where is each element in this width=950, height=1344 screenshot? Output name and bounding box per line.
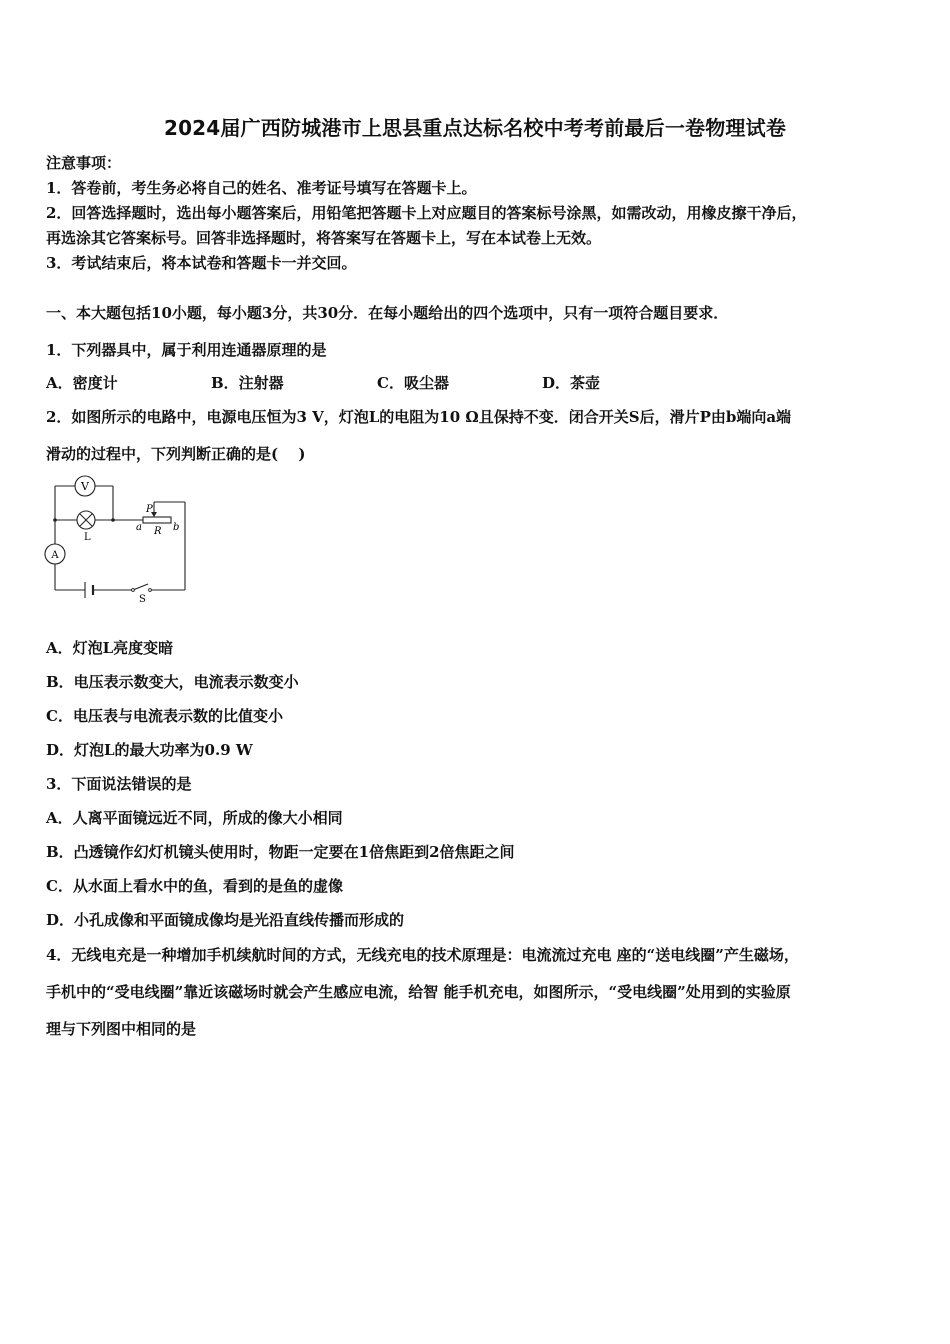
q1-option-c: C．吸尘器 [377, 374, 449, 392]
switch-label: S [139, 594, 146, 605]
section-heading: 一、本大题包括10小题，每小题3分，共30分．在每小题给出的四个选项中，只有一项符合题目要求． [46, 304, 729, 322]
notice-item: 1．答卷前，考生务必将自己的姓名、准考证号填写在答题卡上。 [46, 179, 477, 197]
question-2-stem-line-1: 2．如图所示的电路中，电源电压恒为3 V，灯泡L的电阻为10 Ω且保持不变．闭合开关S后，滑片P由b端向a端 [46, 408, 792, 426]
notice-item: 2．回答选择题时，选出每小题答案后，用铅笔把答题卡上对应题目的答案标号涂黑，如需改动，用橡皮擦干净后， [46, 204, 807, 222]
q2-option-c: C．电压表与电流表示数的比值变小 [46, 707, 283, 725]
question-4-line-1: 4．无线电充是一种增加手机续航时间的方式，无线充电的技术原理是：电流流过充电 座的“送电线圈”产生磁场， [46, 946, 799, 964]
question-4-line-3: 理与下列图中相同的是 [46, 1020, 197, 1038]
q2-option-a: A．灯泡L亮度变暗 [46, 639, 174, 657]
q1-option-b: B．注射器 [211, 374, 284, 392]
question-1-stem: 1．下列器具中，属于利用连通器原理的是 [46, 341, 327, 359]
q2-option-b: B．电压表示数变大，电流表示数变小 [46, 673, 299, 691]
lamp-label: L [84, 532, 91, 543]
page-title: 2024届广西防城港市上思县重点达标名校中考考前最后一卷物理试卷 [163, 116, 787, 140]
svg-text:V: V [81, 480, 89, 493]
q2-option-d: D．灯泡L的最大功率为0.9 W [46, 741, 253, 759]
q3-option-a: A．人离平面镜远近不同，所成的像大小相同 [46, 809, 343, 827]
q1-option-d: D．茶壶 [542, 374, 601, 392]
notice-item: 再选涂其它答案标号。回答非选择题时，将答案写在答题卡上，写在本试卷上无效。 [46, 229, 602, 247]
q3-option-b: B．凸透镜作幻灯机镜头使用时，物距一定要在1倍焦距到2倍焦距之间 [46, 843, 515, 861]
ammeter-icon [45, 544, 65, 564]
svg-text:A: A [51, 550, 59, 561]
notice-item: 3．考试结束后，将本试卷和答题卡一并交回。 [46, 254, 357, 272]
question-1-options [46, 372, 600, 393]
lamp-icon [77, 511, 95, 529]
end-b-label: b [173, 522, 180, 533]
resistor-label: R [154, 526, 162, 537]
q1-option-a: A．密度计 [46, 374, 118, 392]
notice-heading: 注意事项： [46, 154, 122, 172]
q3-option-d: D．小孔成像和平面镜成像均是光沿直线传播而形成的 [46, 911, 405, 929]
q3-option-c: C．从水面上看水中的鱼，看到的是鱼的虚像 [46, 877, 343, 895]
question-2-stem-line-2: 滑动的过程中，下列判断正确的是( ) [46, 445, 306, 463]
circuit-diagram [40, 472, 200, 607]
question-4-line-2: 手机中的“受电线圈”靠近该磁场时就会产生感应电流，给智 能手机充电，如图所示，“受电线圈”处用到的实验原 [46, 983, 791, 1001]
slider-label: P [146, 504, 153, 515]
end-a-label: a [136, 522, 142, 533]
voltmeter-icon [75, 476, 95, 496]
question-3-stem: 3．下面说法错误的是 [46, 775, 192, 793]
